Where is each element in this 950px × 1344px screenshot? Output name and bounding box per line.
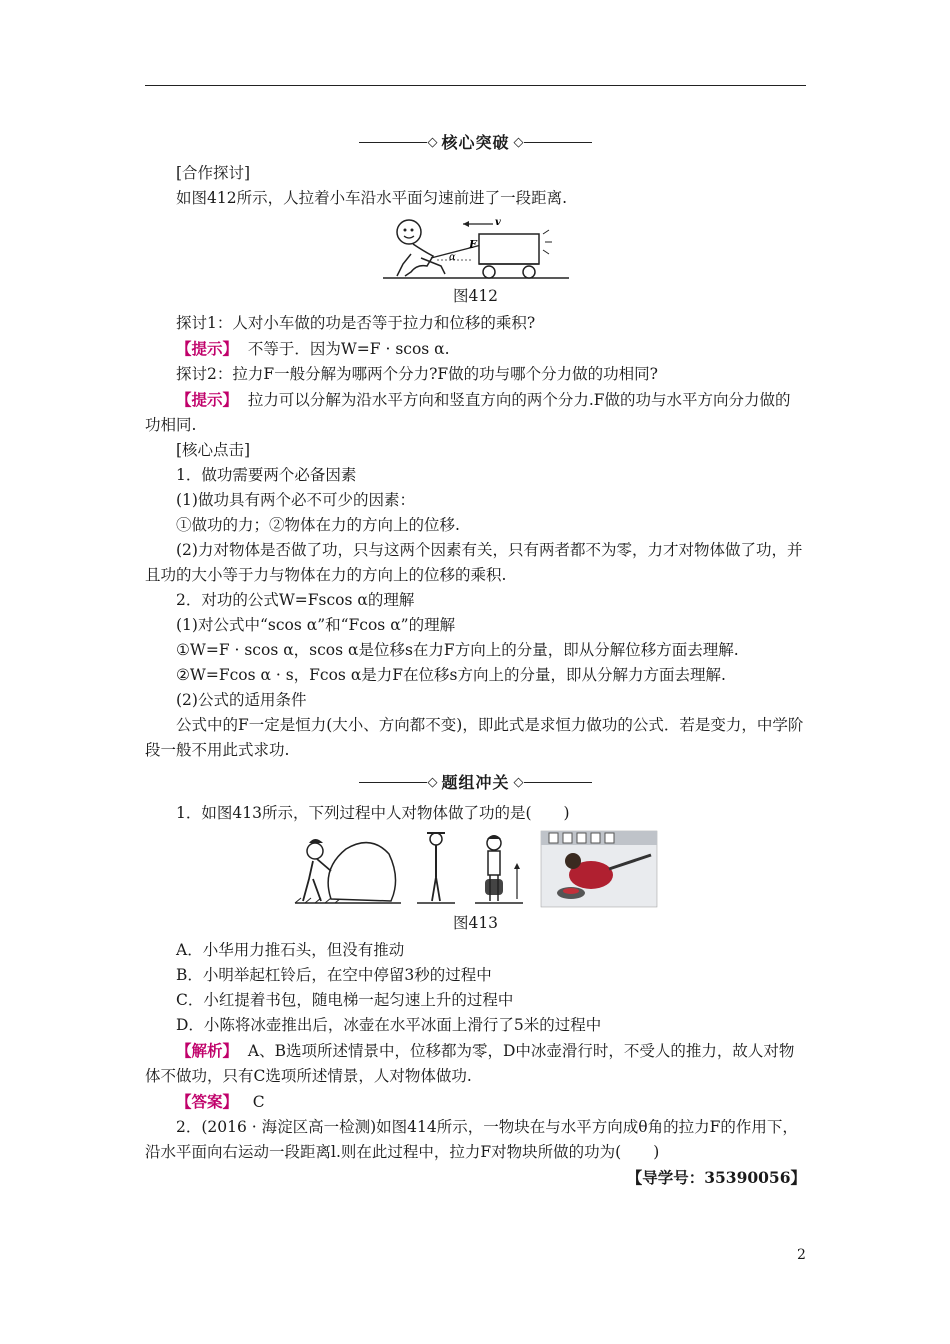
exercise-2-question: 2．(2016 · 海淀区高一检测)如图414所示，一物块在与水平方向成θ角的拉力F的作用下，沿水平面向右运动一段距离l.则在此过程中，拉力F对物块所做的功为( ) [145, 1118, 798, 1161]
discussion-intro: 如图412所示，人拉着小车沿水平面匀速前进了一段距离. [176, 189, 568, 207]
page-number: 2 [797, 1247, 806, 1263]
force-label: F [468, 238, 477, 251]
analysis [145, 1038, 806, 1089]
option-b: B．小明举起杠铃后，在空中停留3秒的过程中 [176, 966, 492, 984]
figure-412 [145, 214, 806, 282]
core-points-heading: [核心点击] [176, 441, 251, 459]
guide-number: 【导学号：35390056】 [626, 1168, 806, 1187]
core-point-1-1a: ①做功的力；②物体在力的方向上的位移. [176, 516, 460, 534]
analysis-text: A、B选项所述情景中，位移都为零，D中冰壶滑行时，不受人的推力，故人对物体不做功，只有C选项所述情景，人对物体做功. [145, 1042, 795, 1085]
section-header-core [145, 129, 806, 155]
discussion-question-2: 探讨2：拉力F一般分解为哪两个分力?F做的功与哪个分力做的功相同? [176, 365, 658, 383]
answer-tag: 【答案】 [176, 1092, 239, 1111]
figure-413 [145, 829, 806, 909]
answer [145, 1089, 806, 1115]
core-point-2-1b: ②W=Fcos α · s，Fcos α是力F在位移s方向上的分量，即从分解力方面去理解. [176, 666, 726, 684]
header-line-right [524, 142, 592, 143]
person-pulling-cart-illustration [381, 214, 571, 282]
discussion-heading: [合作探讨] [176, 164, 251, 182]
velocity-label: v [494, 217, 501, 228]
discussion-question-1: 探讨1：人对小车做的功是否等于拉力和位移的乘积? [176, 314, 536, 332]
core-point-1: 1．做功需要两个必备因素 [176, 466, 357, 484]
figure-412-caption: 图412 [452, 287, 499, 305]
header-line-left [359, 142, 427, 143]
hint-1-text: 不等于．因为W=F · scos α. [247, 340, 450, 358]
option-c: C．小红提着书包，随电梯一起匀速上升的过程中 [176, 991, 514, 1009]
diamond-icon: ◇ [427, 134, 438, 150]
alpha-label: α [448, 252, 456, 263]
diamond-icon: ◇ [427, 774, 438, 790]
exercise-1-question: 1．如图413所示，下列过程中人对物体做了功的是( ) [176, 804, 570, 822]
option-d: D．小陈将冰壶推出后，冰壶在水平冰面上滑行了5米的过程中 [176, 1016, 602, 1034]
section-title: 核心突破 [441, 132, 510, 152]
section-header-exercises [145, 769, 806, 795]
core-point-2-2: (2)公式的适用条件 [176, 691, 307, 709]
analysis-tag: 【解析】 [176, 1041, 239, 1060]
core-point-2-1: (1)对公式中“scos α”和“Fcos α”的理解 [176, 616, 456, 634]
hint-2-text: 拉力可以分解为沿水平方向和竖直方向的两个分力.F做的功与水平方向分力做的功相同. [145, 391, 791, 434]
hint-2 [145, 387, 806, 438]
four-scenes-illustration [291, 829, 661, 909]
header-line-left [359, 782, 427, 783]
hint-tag: 【提示】 [176, 339, 239, 358]
core-point-2-1a: ①W=F · scos α，scos α是位移s在力F方向上的分量，即从分解位移方面去理解. [176, 641, 739, 659]
core-point-2: 2．对功的公式W=Fscos α的理解 [176, 591, 415, 609]
core-point-2-2a: 公式中的F一定是恒力(大小、方向都不变)，即此式是求恒力做功的公式．若是变力，中学阶段一般不用此式求功. [145, 716, 804, 759]
hint-tag: 【提示】 [176, 390, 239, 409]
header-rule [145, 85, 806, 86]
page-content [145, 127, 806, 1190]
figure-413-caption: 图413 [452, 914, 499, 932]
core-point-1-1: (1)做功具有两个必不可少的因素： [176, 491, 415, 509]
answer-text: C [252, 1093, 265, 1111]
diamond-icon: ◇ [513, 134, 524, 150]
hint-1 [145, 336, 806, 362]
section-title: 题组冲关 [441, 772, 510, 792]
diamond-icon: ◇ [513, 774, 524, 790]
option-a: A．小华用力推石头，但没有推动 [176, 941, 405, 959]
header-line-right [524, 782, 592, 783]
core-point-1-2: (2)力对物体是否做了功，只与这两个因素有关，只有两者都不为零，力才对物体做了功，并且功的大小等于力与物体在力的方向上的位移的乘积. [145, 541, 803, 584]
